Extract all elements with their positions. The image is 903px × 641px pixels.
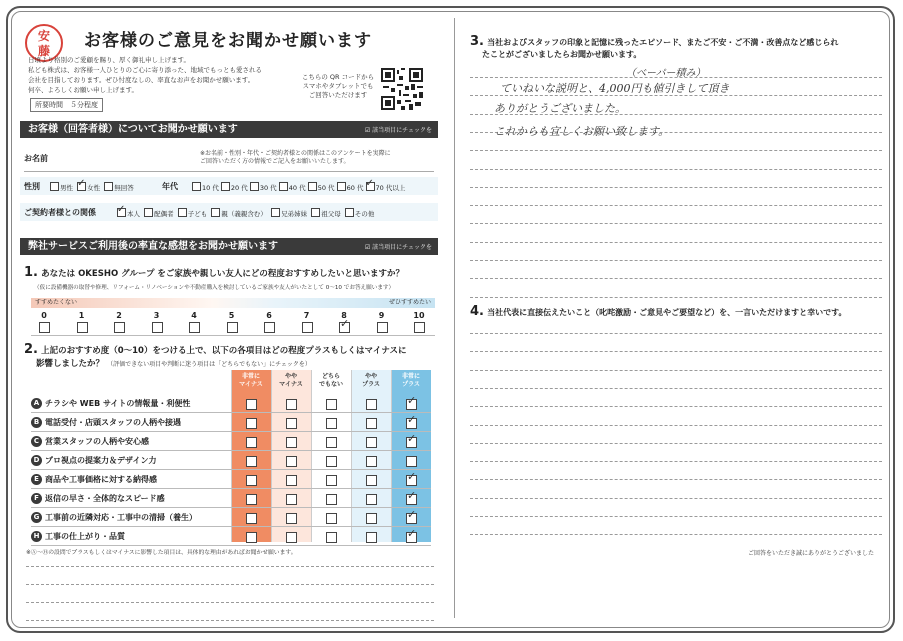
scale-number: 1 bbox=[78, 311, 85, 320]
item-badge: H bbox=[31, 531, 42, 542]
rating-column-header bbox=[231, 370, 271, 394]
check-note-text: 該当項目にチェックを bbox=[372, 244, 432, 251]
gender-options bbox=[50, 182, 134, 192]
rating-checkbox[interactable] bbox=[366, 513, 377, 524]
scale-number: 2 bbox=[116, 311, 122, 320]
rating-checkbox[interactable] bbox=[366, 456, 377, 467]
time-required-tag: 所要時間 ５分程度 bbox=[30, 98, 103, 112]
age-options bbox=[192, 182, 405, 192]
rating-column-header bbox=[391, 370, 431, 394]
option-label: 兄弟姉妹 bbox=[281, 210, 308, 218]
q3-text-1: 当社およびスタッフの印象と記憶に残ったエピソード、またご不安・ご不満・改善点など感じられ bbox=[487, 38, 839, 47]
qr-code-icon[interactable] bbox=[381, 68, 423, 110]
rating-checkbox[interactable] bbox=[286, 494, 297, 505]
checkbox[interactable] bbox=[337, 182, 346, 191]
age-option[interactable] bbox=[192, 184, 219, 192]
rating-checkbox[interactable] bbox=[326, 418, 337, 429]
q1-subtext: （仮に設備機器の取替や修理、リフォーム・リノベーションや不動産購入を検討しているご家族や友人がいたとして 0～10 でお答え願います） bbox=[34, 285, 395, 291]
q2-footnote: ※Ⓐ～Ⓗの設問でプラスもしくはマイナスに影響した項目は、具体的な理由があればお聞かせ願います。 bbox=[26, 550, 297, 556]
customer-section-title: お客様（回答者様）についてお聞かせ願います bbox=[28, 124, 238, 135]
qr-caption bbox=[298, 73, 378, 100]
rating-checkbox[interactable] bbox=[326, 399, 337, 410]
ruled-line bbox=[470, 223, 882, 224]
scale-checkbox[interactable] bbox=[77, 322, 88, 333]
qr-caption-line: こちらの QR コードから bbox=[301, 73, 375, 81]
rating-column-header bbox=[271, 370, 311, 394]
relation-option[interactable] bbox=[271, 210, 307, 218]
ruled-line bbox=[470, 370, 882, 371]
scale-checkbox-checked[interactable] bbox=[339, 322, 350, 333]
checkbox[interactable] bbox=[104, 182, 113, 191]
name-note-line: ご回答いただく方の情報でご記入をお願いいたします。 bbox=[200, 158, 350, 165]
name-label: お名前 bbox=[24, 154, 48, 163]
checkbox[interactable] bbox=[178, 208, 187, 217]
item-label: 工事前の近隣対応・工事中の清掃（養生） bbox=[45, 513, 197, 522]
name-note-line: ※お名前・性別・年代・ご契約者様との関係はこのアンケートを実際に bbox=[200, 150, 391, 157]
column-header-line: マイナス bbox=[279, 381, 303, 388]
age-option[interactable] bbox=[221, 184, 248, 192]
check-note: ☑ 該当項目にチェックを bbox=[364, 244, 432, 251]
checkbox-checked[interactable] bbox=[366, 182, 375, 191]
rating-checkbox[interactable] bbox=[366, 437, 377, 448]
option-label: 本人 bbox=[127, 210, 140, 218]
scale-high-label: ぜひすすめたい bbox=[388, 299, 431, 306]
column-header-line: やや bbox=[284, 373, 297, 380]
check-note: ☑ 該当項目にチェックを bbox=[364, 127, 432, 134]
rating-checkbox[interactable] bbox=[286, 418, 297, 429]
column-header-line: プラス bbox=[362, 381, 380, 388]
item-badge: F bbox=[31, 493, 42, 504]
impression-section-header bbox=[20, 238, 438, 255]
q2-text-2: 影響しましたか？ bbox=[36, 359, 105, 369]
option-label: 40 代 bbox=[288, 184, 306, 192]
gender-label: 性別 bbox=[24, 182, 40, 191]
scale-checkbox[interactable] bbox=[377, 322, 388, 333]
ruled-line bbox=[26, 602, 434, 603]
rating-checkbox[interactable] bbox=[246, 418, 257, 429]
scale-number: 7 bbox=[303, 311, 310, 320]
ruled-line bbox=[470, 169, 882, 170]
item-label: プロ視点の提案力＆デザイン力 bbox=[45, 456, 157, 465]
rating-checkbox[interactable] bbox=[326, 475, 337, 486]
rating-checkbox-checked[interactable] bbox=[406, 475, 417, 486]
age-option[interactable] bbox=[308, 184, 335, 192]
option-label: 70 代以上 bbox=[375, 184, 406, 192]
option-label: 60 代 bbox=[346, 184, 364, 192]
column-header-line: やや bbox=[364, 373, 377, 380]
rating-checkbox-checked[interactable] bbox=[406, 513, 417, 524]
rating-column-header bbox=[351, 370, 391, 394]
relation-option[interactable] bbox=[345, 210, 375, 218]
rating-checkbox[interactable] bbox=[286, 437, 297, 448]
column-header-line: どちら bbox=[321, 373, 340, 380]
option-label: 無回答 bbox=[114, 184, 134, 192]
item-label: 電話受付・店頭スタッフの人柄や接遇 bbox=[45, 418, 181, 427]
name-underline bbox=[24, 171, 434, 172]
relation-option[interactable] bbox=[144, 210, 174, 218]
checkbox[interactable] bbox=[279, 182, 288, 191]
age-option[interactable] bbox=[250, 184, 277, 192]
customer-section-header bbox=[20, 121, 438, 138]
ruled-line bbox=[470, 187, 882, 188]
gender-option-none[interactable] bbox=[104, 184, 134, 192]
item-label: 商品や工事価格に対する納得感 bbox=[45, 475, 157, 484]
intro-text bbox=[28, 55, 308, 95]
scale-low-label: すすめたくない bbox=[35, 299, 78, 306]
scale-number: 0 bbox=[41, 311, 47, 320]
option-label: 女性 bbox=[87, 184, 101, 192]
age-option[interactable] bbox=[366, 184, 406, 192]
scale-checkbox[interactable] bbox=[302, 322, 313, 333]
option-label: 男性 bbox=[60, 184, 73, 192]
rating-checkbox[interactable] bbox=[286, 532, 297, 543]
ruled-line bbox=[470, 150, 882, 151]
scale-number: 5 bbox=[228, 311, 235, 320]
gender-option-male[interactable] bbox=[50, 184, 73, 192]
q2-text-1: 上記のおすすめ度（0～10）をつける上で、以下の各項目はどの程度プラスもしくはマイナスに bbox=[41, 346, 407, 356]
qr-caption-line: スマホやタブレットでも bbox=[302, 82, 374, 90]
q1-title bbox=[24, 265, 444, 280]
option-label: その他 bbox=[354, 210, 375, 218]
ruled-line bbox=[26, 620, 434, 621]
scale-number: 8 bbox=[341, 311, 347, 320]
ruled-line bbox=[470, 278, 882, 279]
q1-number: 1. bbox=[24, 265, 38, 280]
scale-number: 6 bbox=[266, 311, 272, 320]
checkbox[interactable] bbox=[211, 208, 220, 217]
q2-number: 2. bbox=[24, 342, 38, 357]
ruled-line bbox=[470, 406, 882, 407]
closing-text: ご回答をいただき誠にありがとうございました bbox=[748, 550, 875, 557]
column-divider bbox=[454, 18, 455, 618]
option-label: 配偶者 bbox=[154, 210, 174, 218]
q4-number: 4. bbox=[470, 304, 484, 319]
column-header-line: マイナス bbox=[239, 381, 263, 388]
ruled-line bbox=[470, 242, 882, 243]
ruled-line bbox=[470, 260, 882, 261]
scale-number: 10 bbox=[413, 311, 425, 320]
scale-checkbox[interactable] bbox=[152, 322, 163, 333]
rating-checkbox[interactable] bbox=[326, 456, 337, 467]
rating-checkbox[interactable] bbox=[366, 494, 377, 505]
rating-checkbox-checked[interactable] bbox=[406, 532, 417, 543]
option-label: 50 代 bbox=[317, 184, 335, 192]
age-option[interactable] bbox=[279, 184, 306, 192]
scale-number: 4 bbox=[191, 311, 197, 320]
rating-checkbox[interactable] bbox=[286, 475, 297, 486]
rating-checkbox[interactable] bbox=[246, 456, 257, 467]
age-option[interactable] bbox=[337, 184, 364, 192]
scale-checkbox[interactable] bbox=[227, 322, 238, 333]
intro-line: 何卒、よろしくお願い申し上げます。 bbox=[28, 86, 138, 94]
seal-char-1: 安 bbox=[37, 29, 50, 43]
q3-title bbox=[470, 34, 890, 60]
ruled-line bbox=[470, 388, 882, 389]
item-badge: B bbox=[31, 417, 42, 428]
column-header-line: 非常に bbox=[241, 373, 260, 380]
handwritten-answer-line-2: ありがとうございました。 bbox=[494, 102, 626, 115]
q2-title bbox=[24, 342, 444, 369]
scale-number: 9 bbox=[378, 311, 385, 320]
item-badge: E bbox=[31, 474, 42, 485]
rating-checkbox[interactable] bbox=[246, 513, 257, 524]
ruled-line bbox=[470, 443, 882, 444]
ruled-line bbox=[470, 461, 882, 462]
option-label: 祖父母 bbox=[321, 210, 341, 218]
scale-checkbox[interactable] bbox=[114, 322, 125, 333]
q4-title bbox=[470, 304, 846, 319]
q4-text: 当社代表に直接伝えたいこと（叱咤激励・ご意見やご要望など）を、一言いただけますと幸いです。 bbox=[487, 308, 847, 317]
rating-checkbox[interactable] bbox=[246, 399, 257, 410]
rating-checkbox[interactable] bbox=[326, 513, 337, 524]
checkbox[interactable] bbox=[250, 182, 259, 191]
ruled-line bbox=[470, 479, 882, 480]
impression-section-title: 弊社サービスご利用後の率直な感想をお聞かせ願います bbox=[28, 241, 278, 252]
q3-text-2: たことがございましたらお聞かせ願います。 bbox=[482, 50, 642, 59]
checkbox-checked[interactable] bbox=[77, 182, 86, 191]
rating-checkbox-checked[interactable] bbox=[406, 494, 417, 505]
rating-column-header bbox=[311, 370, 351, 394]
option-label: 30 代 bbox=[259, 184, 277, 192]
ruled-line bbox=[470, 205, 882, 206]
ruled-line bbox=[470, 297, 882, 298]
rating-checkbox[interactable] bbox=[326, 437, 337, 448]
ruled-line bbox=[470, 534, 882, 535]
age-label: 年代 bbox=[162, 182, 178, 191]
q3-number: 3. bbox=[470, 34, 484, 49]
q2-text-2-sub: （評価できない項目や判断に迷う項目は「どちらでもない」にチェックを） bbox=[107, 361, 311, 368]
rating-checkbox[interactable] bbox=[406, 456, 417, 467]
ruled-line bbox=[26, 584, 434, 585]
checkbox[interactable] bbox=[50, 182, 59, 191]
column-header-line: でもない bbox=[318, 381, 343, 388]
rating-checkbox[interactable] bbox=[246, 475, 257, 486]
rating-checkbox[interactable] bbox=[366, 475, 377, 486]
ruled-line bbox=[26, 566, 434, 567]
rating-checkbox[interactable] bbox=[246, 437, 257, 448]
column-header-line: 非常に bbox=[401, 373, 420, 380]
gender-option-female[interactable] bbox=[77, 184, 100, 192]
name-note bbox=[200, 150, 391, 166]
rating-checkbox[interactable] bbox=[366, 532, 377, 543]
option-label: 20 代 bbox=[230, 184, 248, 192]
rating-checkbox[interactable] bbox=[366, 399, 377, 410]
scale-checkbox[interactable] bbox=[414, 322, 425, 333]
intro-line: 日頃より格別のご愛顧を賜り、厚く御礼申し上げます。 bbox=[28, 56, 190, 64]
item-label: 工事の仕上がり・品質 bbox=[45, 532, 125, 541]
checkbox[interactable] bbox=[311, 208, 320, 217]
checkbox[interactable] bbox=[271, 208, 280, 217]
nps-scale bbox=[31, 311, 435, 336]
rating-checkbox-checked[interactable] bbox=[406, 418, 417, 429]
intro-line: 会社を目指しております。ぜひ忖度なしの、率直なお声をお聞かせ願います。 bbox=[28, 76, 255, 84]
scale-checkbox[interactable] bbox=[264, 322, 275, 333]
item-badge: G bbox=[31, 512, 42, 523]
scale-checkbox[interactable] bbox=[39, 322, 50, 333]
option-label: 子ども bbox=[187, 210, 208, 218]
rating-checkbox[interactable] bbox=[366, 418, 377, 429]
page-title: お客様のご意見をお聞かせ願います bbox=[84, 31, 372, 51]
option-label: 親（義親含む） bbox=[221, 210, 267, 218]
checkbox[interactable] bbox=[192, 182, 201, 191]
handwritten-answer-line-3: これからも宜しくお願い致します。 bbox=[494, 125, 670, 138]
item-badge: D bbox=[31, 455, 42, 466]
handwritten-note-aside: （ベーパー積み） bbox=[626, 68, 706, 79]
rating-checkbox-checked[interactable] bbox=[406, 399, 417, 410]
column-header-line: プラス bbox=[402, 381, 420, 388]
rating-checkbox-checked[interactable] bbox=[406, 437, 417, 448]
handwritten-answer-line-1: ていねいな説明と、4,000円も値引きして頂き bbox=[500, 82, 730, 95]
ruled-line bbox=[470, 498, 882, 499]
ruled-line bbox=[470, 333, 882, 334]
ruled-line bbox=[470, 425, 882, 426]
scale-checkbox[interactable] bbox=[189, 322, 200, 333]
relation-option[interactable] bbox=[311, 210, 341, 218]
relation-option[interactable] bbox=[211, 210, 267, 218]
rating-checkbox[interactable] bbox=[326, 532, 337, 543]
item-label: 返信の早さ・全体的なスピード感 bbox=[45, 494, 165, 503]
rating-checkbox[interactable] bbox=[286, 456, 297, 467]
rating-checkbox[interactable] bbox=[246, 532, 257, 543]
item-badge: C bbox=[31, 436, 42, 447]
rating-checkbox[interactable] bbox=[286, 513, 297, 524]
intro-line: 私ども株式は、お客様一人ひとりのご心に寄り添った、地域でもっとも愛される bbox=[28, 66, 262, 74]
q1-text: あなたは OKESHO グループ をご家族や親しい友人にどの程度おすすめしたいと思いますか？ bbox=[41, 269, 404, 279]
checkbox[interactable] bbox=[308, 182, 317, 191]
check-note-text: 該当項目にチェックを bbox=[372, 127, 432, 134]
item-badge: A bbox=[31, 398, 42, 409]
item-label: 営業スタッフの人柄や安心感 bbox=[45, 437, 149, 446]
ruled-line bbox=[470, 351, 882, 352]
checkbox[interactable] bbox=[221, 182, 230, 191]
relation-label: ご契約者様との関係 bbox=[24, 208, 96, 217]
qr-caption-line: ご回答いただけます bbox=[308, 91, 368, 99]
relation-option[interactable] bbox=[178, 210, 208, 218]
seal-char-2: 藤 bbox=[37, 44, 50, 58]
nps-scale-bar bbox=[31, 298, 435, 308]
rating-checkbox[interactable] bbox=[246, 494, 257, 505]
relation-option[interactable] bbox=[117, 210, 140, 218]
relation-options bbox=[117, 208, 374, 218]
item-label: チラシや WEB サイトの情報量・利便性 bbox=[45, 399, 191, 408]
rating-checkbox[interactable] bbox=[286, 399, 297, 410]
option-label: 10 代 bbox=[202, 184, 219, 192]
checkbox[interactable] bbox=[345, 208, 354, 217]
checkbox[interactable] bbox=[144, 208, 153, 217]
ruled-line bbox=[470, 516, 882, 517]
scale-number: 3 bbox=[153, 311, 160, 320]
rating-checkbox[interactable] bbox=[326, 494, 337, 505]
checkbox-checked[interactable] bbox=[117, 208, 126, 217]
